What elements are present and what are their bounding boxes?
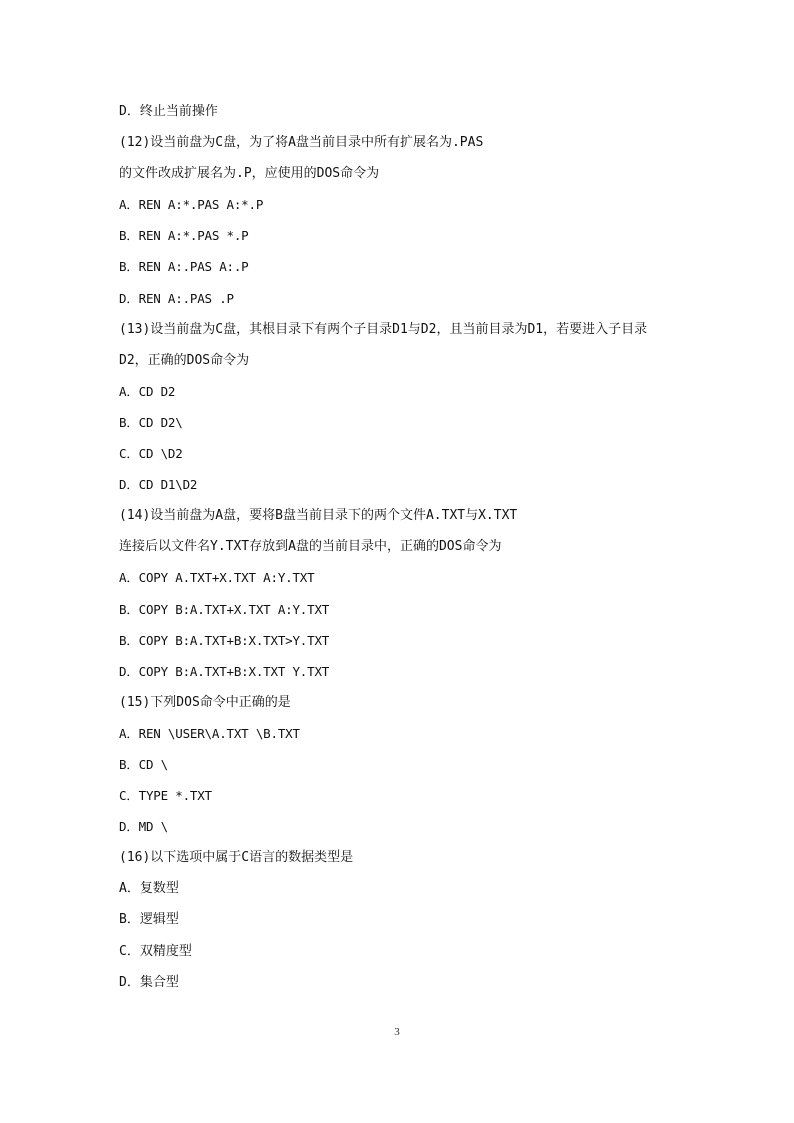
option-line: D．MD \ [119, 819, 168, 835]
question-line: (12)设当前盘为C盘，为了将A盘当前目录中所有扩展名为.PAS [119, 135, 484, 151]
option-line: D．终止当前操作 [119, 104, 218, 119]
question-line: 的文件改成扩展名为.P，应使用的DOS命令为 [119, 166, 380, 182]
question-line: 连接后以文件名Y.TXT存放到A盘的当前目录中，正确的DOS命令为 [119, 539, 502, 555]
option-line: A．COPY A.TXT+X.TXT A:Y.TXT [119, 570, 315, 586]
option-line: B．COPY B:A.TXT+X.TXT A:Y.TXT [119, 601, 330, 617]
question-line: D2，正确的DOS命令为 [119, 352, 250, 368]
option-line: B．逻辑型 [119, 912, 179, 928]
option-line: D．REN A:.PAS .P [119, 290, 234, 306]
question-text-block [119, 100, 719, 1002]
question-line: (15)下列DOS命令中正确的是 [119, 694, 291, 710]
option-line: D．集合型 [119, 974, 179, 990]
option-line: B．CD \ [119, 756, 168, 772]
option-line: A．REN A:*.PAS A:*.P [119, 197, 264, 213]
option-line: A．REN \USER\A.TXT \B.TXT [119, 725, 300, 741]
page-number: 3 [394, 1026, 400, 1038]
option-line: C．CD \D2 [119, 446, 183, 462]
option-line: A．复数型 [119, 881, 179, 897]
option-line: A．CD D2 [119, 383, 176, 399]
question-line: (16)以下选项中属于C语言的数据类型是 [119, 850, 354, 866]
option-line: B．CD D2\ [119, 414, 183, 430]
question-line: (14)设当前盘为A盘，要将B盘当前目录下的两个文件A.TXT与X.TXT [119, 508, 518, 524]
option-line: D．CD D1\D2 [119, 477, 198, 493]
option-line: B．REN A:*.PAS *.P [119, 228, 249, 244]
question-line: (13)设当前盘为C盘，其根目录下有两个子目录D1与D2，且当前目录为D1，若要进入子目录 [119, 321, 648, 337]
option-line: B．REN A:.PAS A:.P [119, 259, 249, 275]
option-line: B．COPY B:A.TXT+B:X.TXT>Y.TXT [119, 632, 330, 648]
option-line: C．双精度型 [119, 943, 192, 959]
option-line: D．COPY B:A.TXT+B:X.TXT Y.TXT [119, 663, 330, 679]
option-line: C．TYPE *.TXT [119, 788, 212, 804]
